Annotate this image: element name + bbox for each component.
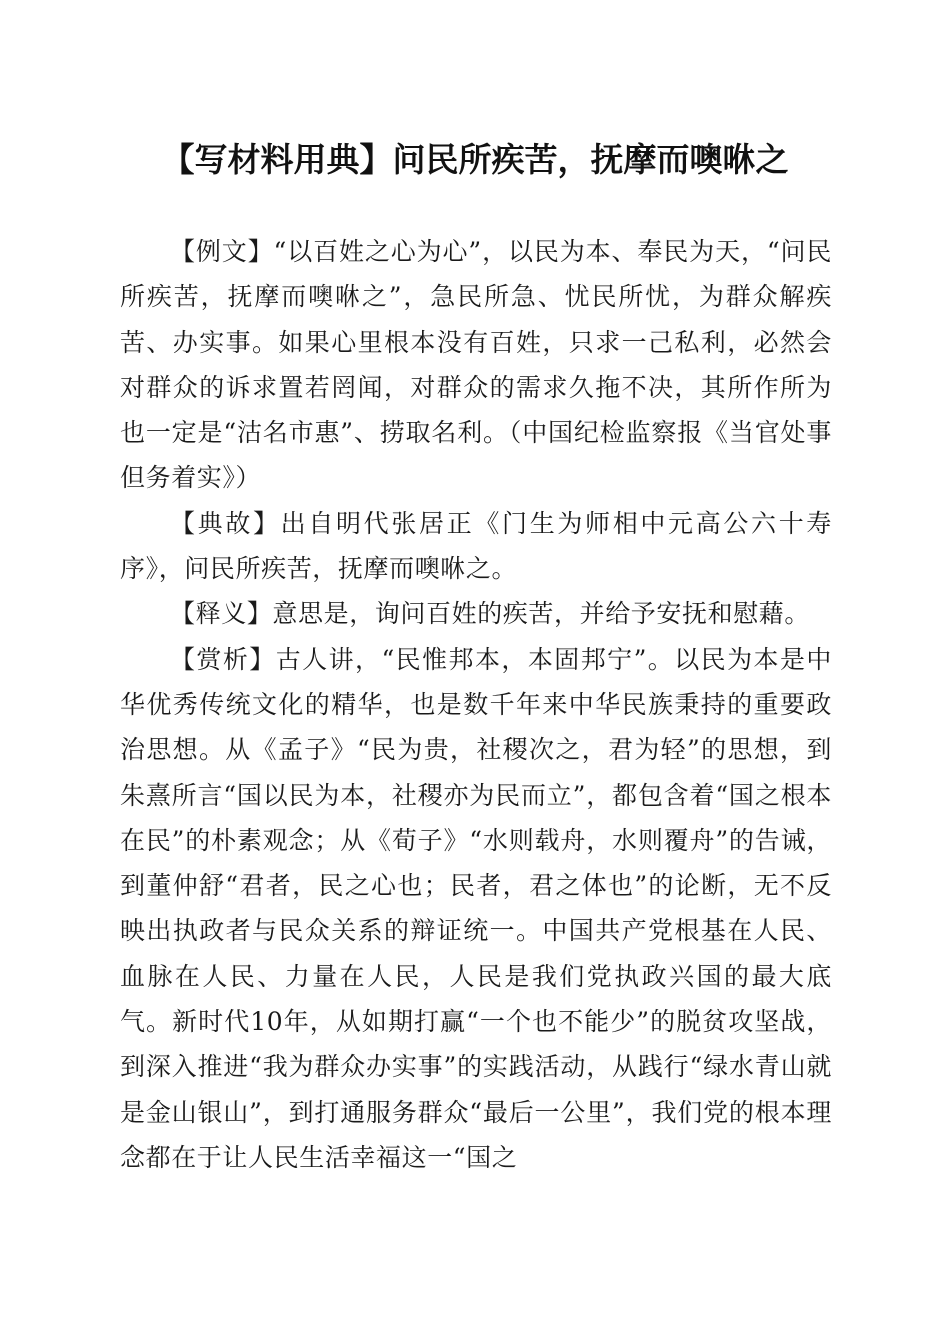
document-title: 【写材料用典】问民所疾苦，抚摩而噢咻之 (161, 140, 789, 179)
paragraph-appreciation: 【赏析】古人讲，“民惟邦本，本固邦宁”。以民为本是中华优秀传统文化的精华，也是数千年来中华民族秉持的重要政治思想。从《孟子》“民为贵，社稷次之，君为轻”的思想，到朱熹所言“国以民为本，社稷亦为民而立”，都包含着“国之根本在民”的朴素观念；从《荀子》“水则载舟，水则覆舟”的告诫，到董仲舒“君者，民之心也；民者，君之体也”的论断，无不反映出执政者与民众关系的辩证统一。中国共产党根基在人民、血脉在人民、力量在人民，人民是我们党执政兴国的最大底气。新时代10年，从如期打赢“一个也不能少”的脱贫攻坚战，到深入推进“我为群众办实事”的实践活动，从践行“绿水青山就是金山银山”，到打通服务群众“最后一公里”，我们党的根本理念都在于让人民生活幸福这一“国之 (120, 644, 832, 1172)
document-body (120, 229, 832, 1180)
paragraph-example-text: 【例文】“以百姓之心为心”，以民为本、奉民为天，“问民所疾苦，抚摩而噢咻之”，急民所急、忧民所忧，为群众解疾苦、办实事。如果心里根本没有百姓，只求一己私利，必然会对群众的诉求置若罔闻，对群众的需求久拖不决，其所作所为也一定是“沽名市惠”、捞取名利。（中国纪检监察报《当官处事但务着实》） (120, 237, 832, 493)
paragraph-allusion: 【典故】出自明代张居正《门生为师相中元高公六十寿序》，问民所疾苦，抚摩而噢咻之。 (120, 508, 832, 584)
paragraph-interpretation: 【释义】意思是，询问百姓的疾苦，并给予安抚和慰藉。 (170, 599, 811, 629)
